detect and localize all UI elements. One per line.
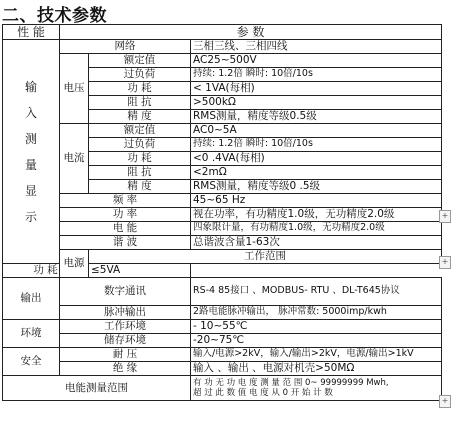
i-power-label: 功 耗 bbox=[89, 152, 191, 166]
header-params: 参 数 bbox=[60, 25, 442, 40]
scroll-mark[interactable]: + bbox=[439, 256, 451, 269]
energy-range-line: 超 过 此 数 值 电 度 从 0 开 始 计 数 bbox=[193, 388, 333, 398]
vert-char: 示 bbox=[24, 209, 37, 224]
table-row bbox=[3, 320, 442, 334]
safety-label: 安全 bbox=[3, 348, 60, 376]
store-env-label: 储存环境 bbox=[60, 334, 191, 348]
output-label: 输出 bbox=[3, 278, 60, 320]
pwr-value: 视在功率，有功精度1.0级，无功精度2.0级 bbox=[191, 208, 442, 222]
i-rated-label: 额定值 bbox=[89, 124, 191, 138]
env-label: 环境 bbox=[3, 320, 60, 348]
vert-char: 输 bbox=[24, 79, 37, 94]
voltage-label: 电压 bbox=[60, 54, 89, 124]
withstand-label: 耐 压 bbox=[60, 348, 191, 362]
i-overload-label: 过负荷 bbox=[89, 138, 191, 152]
pwr-label: 功 率 bbox=[60, 208, 191, 222]
table-row bbox=[3, 376, 442, 401]
i-acc-value: RMS测量，精度等级0 .5级 bbox=[191, 180, 442, 194]
supply-label: 电源 bbox=[60, 250, 89, 278]
v-rated-label: 额定值 bbox=[89, 54, 191, 68]
i-imp-label: 阻 抗 bbox=[89, 166, 191, 180]
vert-char: 量 bbox=[24, 157, 37, 172]
withstand-value: 输入/电源>2kV，输入/输出>2kV，电源/输出>1kV bbox=[191, 348, 442, 362]
v-power-label: 功 耗 bbox=[89, 82, 191, 96]
energy-range-line: 有 功 无 功 电 度 测 量 范 围 0~ 99999999 Mwh, bbox=[193, 378, 389, 388]
table-row bbox=[3, 334, 442, 348]
table-row bbox=[3, 194, 442, 208]
supply-range-label: 工作范围 bbox=[89, 250, 442, 264]
v-rated-value: AC25~500V bbox=[191, 54, 442, 68]
work-env-label: 工作环境 bbox=[60, 320, 191, 334]
insul-label: 绝 缘 bbox=[60, 362, 191, 376]
table-row bbox=[3, 124, 442, 138]
store-env-value: -20~75℃ bbox=[191, 334, 442, 348]
i-imp-value: <2mΩ bbox=[191, 166, 442, 180]
energy-label: 电 能 bbox=[60, 222, 191, 236]
i-overload-value: 持续: 1.2倍 瞬时: 10倍/10s bbox=[191, 138, 442, 152]
v-imp-label: 阻 抗 bbox=[89, 96, 191, 110]
harm-value: 总谐波含量1-63次 bbox=[191, 236, 442, 250]
header-performance: 性 能 bbox=[3, 25, 60, 40]
vert-char: 测 bbox=[24, 131, 37, 146]
table-row bbox=[3, 362, 442, 376]
work-env-value: - 10~55℃ bbox=[191, 320, 442, 334]
energy-range-label: 电能测量范围 bbox=[3, 376, 191, 401]
pulse-label: 脉冲输出 bbox=[60, 306, 191, 320]
energy-range-value bbox=[191, 376, 442, 401]
supply-power-label: 功 耗 bbox=[3, 264, 89, 278]
table-row bbox=[3, 222, 442, 236]
v-imp-value: >500kΩ bbox=[191, 96, 442, 110]
i-acc-label: 精 度 bbox=[89, 180, 191, 194]
current-label: 电流 bbox=[60, 124, 89, 194]
comm-label: 数字通讯 bbox=[60, 278, 191, 306]
freq-label: 频 率 bbox=[60, 194, 191, 208]
v-power-value: < 1VA(每相) bbox=[191, 82, 442, 96]
table-row bbox=[3, 208, 442, 222]
harm-label: 谐 波 bbox=[60, 236, 191, 250]
i-power-value: <0 .4VA(每相) bbox=[191, 152, 442, 166]
table-row bbox=[3, 250, 442, 264]
freq-value: 45~65 Hz bbox=[191, 194, 442, 208]
input-measure-display-label bbox=[3, 40, 60, 264]
table-row bbox=[3, 236, 442, 250]
header-row bbox=[3, 25, 442, 40]
vert-char: 入 bbox=[24, 105, 37, 120]
network-value: 三相三线、三相四线 bbox=[191, 40, 442, 54]
vert-char: 显 bbox=[24, 183, 37, 198]
i-rated-value: AC0~5A bbox=[191, 124, 442, 138]
insul-value: 输入 、输出 、电源对机壳>50MΩ bbox=[191, 362, 442, 376]
spec-table bbox=[2, 24, 442, 401]
table-row bbox=[3, 278, 442, 306]
section-heading: 二、技术参数 bbox=[2, 6, 107, 26]
energy-value: 四象限计量，有功精度1.0级，无功精度2.0级 bbox=[191, 222, 442, 236]
pulse-value: 2路电能脉冲输出， 脉冲常数: 5000imp/kwh bbox=[191, 306, 442, 320]
network-label: 网络 bbox=[60, 40, 191, 54]
v-acc-label: 精 度 bbox=[89, 110, 191, 124]
v-overload-label: 过负荷 bbox=[89, 68, 191, 82]
table-row bbox=[3, 306, 442, 320]
table-row bbox=[3, 348, 442, 362]
v-acc-value: RMS测量，精度等级0.5级 bbox=[191, 110, 442, 124]
scroll-mark[interactable]: + bbox=[439, 210, 451, 223]
table-row bbox=[3, 40, 442, 54]
supply-power-value: ≤5VA bbox=[89, 264, 191, 278]
comm-value: RS-4 85接口 、MODBUS- RTU 、DL-T645协议 bbox=[191, 278, 442, 306]
table-row bbox=[3, 54, 442, 68]
v-overload-value: 持续: 1.2倍 瞬时: 10倍/10s bbox=[191, 68, 442, 82]
scroll-mark[interactable]: + bbox=[439, 395, 451, 408]
